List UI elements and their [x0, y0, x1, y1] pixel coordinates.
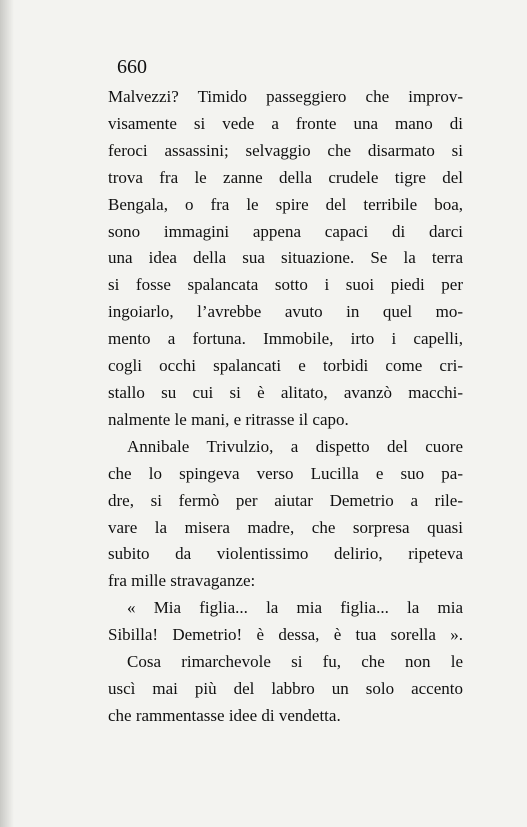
- text-line: nalmente le mani, e ritrasse il capo.: [108, 409, 349, 429]
- text-line: uscì mai più del labbro un solo accento: [108, 678, 463, 698]
- text-line: trova fra le zanne della crudele tigre del: [108, 167, 463, 187]
- text-line: vare la misera madre, che sorpresa quasi: [108, 517, 463, 537]
- body-text: [108, 84, 463, 730]
- text-line: sono immagini appena capaci di darci: [108, 221, 463, 241]
- text-line: dre, si fermò per aiutar Demetrio a rile-: [108, 490, 463, 510]
- text-line: feroci assassini; selvaggio che disarmato si: [108, 140, 463, 160]
- text-line: Annibale Trivulzio, a dispetto del cuore: [127, 436, 463, 456]
- text-line: si fosse spalancata sotto i suoi piedi per: [108, 275, 463, 295]
- text-line: Sibilla! Demetrio! è dessa, è tua sorella ».: [108, 625, 463, 645]
- text-line: che lo spingeva verso Lucilla e suo pa-: [108, 463, 463, 483]
- text-line: fra mille stravaganze:: [108, 571, 256, 591]
- text-line: mento a fortuna. Immobile, irto i capelli,: [108, 329, 463, 349]
- text-line: che rammentasse idee di vendetta.: [108, 705, 341, 725]
- text-line: « Mia figlia... la mia figlia... la mia: [127, 598, 463, 618]
- text-line: cogli occhi spalancati e torbidi come cri-: [108, 356, 463, 376]
- text-line: stallo su cui si è alitato, avanzò macchi-: [108, 382, 463, 402]
- text-line: Bengala, o fra le spire del terribile boa,: [108, 194, 463, 214]
- page-number: 660: [117, 56, 147, 78]
- text-line: Cosa rimarchevole si fu, che non le: [127, 652, 463, 672]
- text-line: Malvezzi? Timido passeggiero che improv-: [108, 87, 463, 106]
- text-line: visamente si vede a fronte una mano di: [108, 113, 463, 133]
- text-line: una idea della sua situazione. Se la terra: [108, 248, 463, 268]
- gutter-shadow: [0, 0, 14, 827]
- text-line: subito da violentissimo delirio, ripeteva: [108, 544, 463, 564]
- text-line: ingoiarlo, l’avrebbe avuto in quel mo-: [108, 302, 463, 322]
